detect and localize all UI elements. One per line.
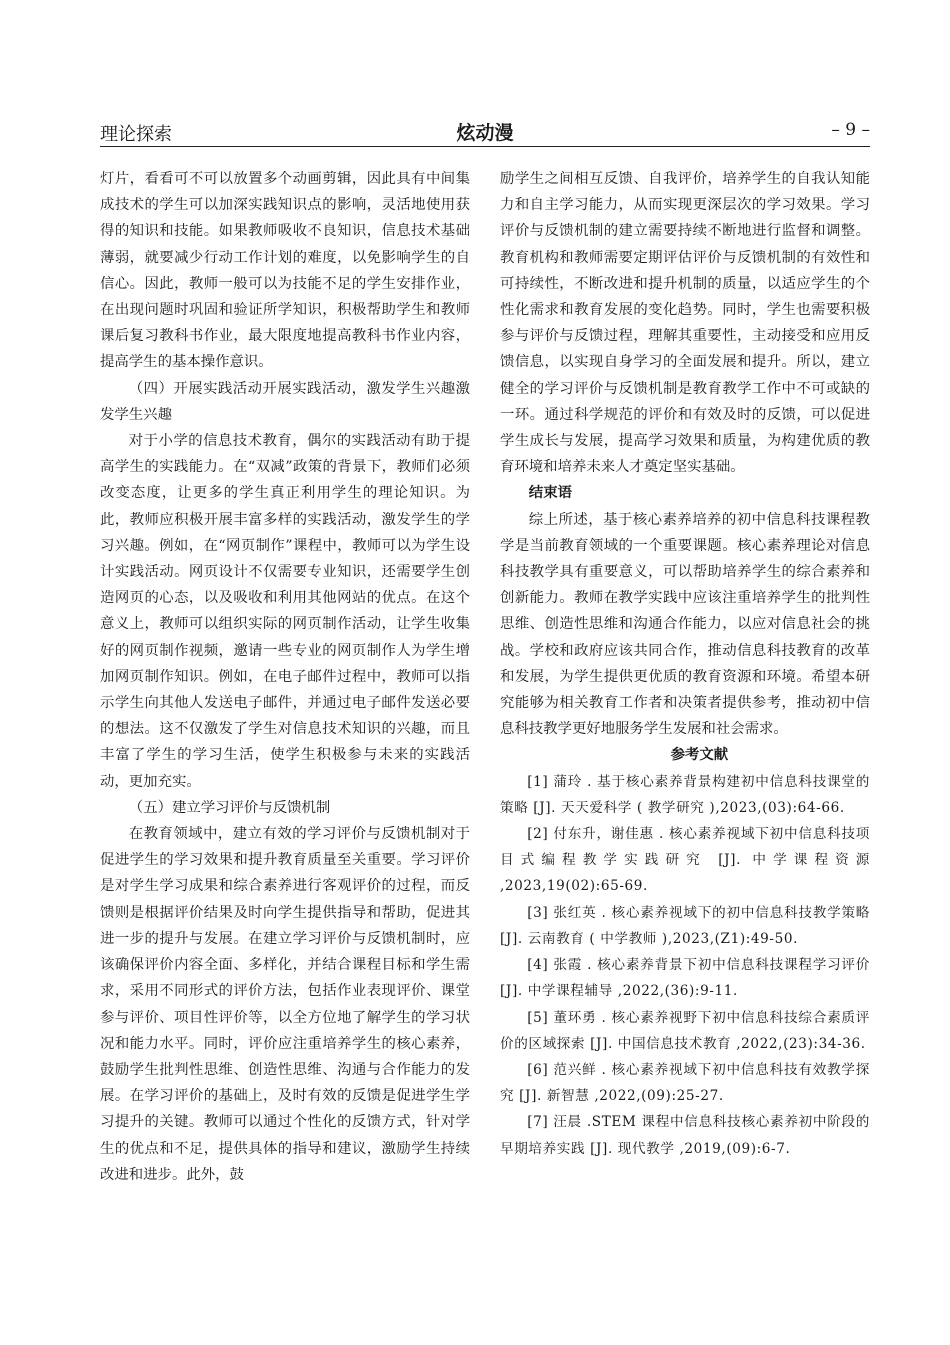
conclusion-paragraph: 综上所述，基于核心素养培养的初中信息科技课程教学是当前教育领域的一个重要课题。核心素养理论对信息科技教学具有重要意义，可以帮助培养学生的综合素养和创新能力。教师在教学实践中应该注重培养学生的批判性思维、创造性思维和沟通合作能力，以应对信息社会的挑战。学校和政府应该共同合作，推动信息科技教育的改革和发展，为学生提供更优质的教育资源和环境。希望本研究能够为相关教育工作者和决策者提供参考，推动初中信息科技教学更好地服务学生发展和社会需求。	[500, 511, 870, 738]
reference-item: [4] 张霞 . 核心素养背景下初中信息科技课程学习评价 [J]. 中学课程辅导 ,2022,(36):9-11.	[500, 957, 870, 1000]
paragraph: 对于小学的信息技术教育，偶尔的实践活动有助于提高学生的实践能力。在“双减”政策的背景下，教师们必须改变态度，让更多的学生真正利用学生的理论知识。为此，教师应积极开展丰富多样的实践活动，激发学生的学习兴趣。例如，在“网页制作”课程中，教师可以为学生设计实践活动。网页设计不仅需要专业知识，还需要学生创造网页的心态，以及吸收和利用其他网站的优点。在这个意义上，教师可以组织实际的网页制作活动，让学生收集好的网页制作视频，邀请一些专业的网页制作人为学生增加网页制作知识。例如，在电子邮件过程中，教师可以指示学生向其他人发送电子邮件，并通过电子邮件发送必要的想法。这不仅激发了学生对信息技术知识的兴趣，而且丰富了学生的学习生活，使学生积极参与未来的实践活动，更加充实。	[100, 433, 470, 790]
reference-item: [7] 汪晨 .STEM 课程中信息科技核心素养初中阶段的早期培养实践 [J]. 现代教学 ,2019,(09):6-7.	[500, 1114, 870, 1157]
section-heading-4: （四）开展实践活动开展实践活动，激发学生兴趣激发学生兴趣	[100, 380, 470, 423]
paragraph-continued: 灯片，看看可不可以放置多个动画剪辑，因此具有中间集成技术的学生可以加深实践知识点的影响，灵活地使用获得的知识和技能。如果教师吸收不良知识，信息技术基础薄弱，就要减少行动工作计划的难度，以免影响学生的自信心。因此，教师一般可以为技能不足的学生安排作业，在出现问题时巩固和验证所学知识，积极帮助学生和教师课后复习教科书作业，最大限度地提高教科书作业内容，提高学生的基本操作意识。	[100, 171, 470, 371]
header-rule	[100, 146, 870, 147]
journal-title: 炫动漫	[456, 122, 514, 144]
references-heading: 参考文献	[670, 746, 729, 764]
right-column	[500, 166, 870, 1162]
paragraph-continued: 励学生之间相互反馈、自我评价，培养学生的自我认知能力和自主学习能力，从而实现更深层次的学习效果。学习评价与反馈机制的建立需要持续不断地进行监督和调整。教育机构和教师需要定期评估评价与反馈机制的有效性和可持续性，不断改进和提升机制的质量，以适应学生的个性化需求和教育发展的变化趋势。同时，学生也需要积极参与评价与反馈过程，理解其重要性，主动接受和应用反馈信息，以实现自身学习的全面发展和提升。所以，建立健全的学习评价与反馈机制是教育教学工作中不可或缺的一环。通过科学规范的评价和有效及时的反馈，可以促进学生成长与发展，提高学习效果和质量，为构建优质的教育环境和培养未来人才奠定坚实基础。	[500, 171, 870, 476]
reference-item: [2] 付东升，谢佳惠 . 核心素养视域下初中信息科技项目式编程教学实践研究 [J]. 中学课程资源 ,2023,19(02):65-69.	[500, 826, 870, 895]
page-number: – 9 –	[831, 120, 870, 140]
reference-item: [1] 蒲玲 . 基于核心素养背景构建初中信息科技课堂的策略 [J]. 天天爱科学 ( 教学研究 ),2023,(03):64-66.	[500, 773, 870, 816]
paragraph: 在教育领域中，建立有效的学习评价与反馈机制对于促进学生的学习效果和提升教育质量至关重要。学习评价是对学生学习成果和综合素养进行客观评价的过程，而反馈则是根据评价结果及时向学生提供指导和帮助，促进其进一步的提升与发展。在建立学习评价与反馈机制时，应该确保评价内容全面、多样化，并结合课程目标和学生需求，采用不同形式的评价方法，包括作业表现评价、课堂参与评价、项目性评价等，以全方位地了解学生的学习状况和能力水平。同时，评价应注重培养学生的核心素养，鼓励学生批判性思维、创造性思维、沟通与合作能力的发展。在学习评价的基础上，及时有效的反馈是促进学生学习提升的关键。教师可以通过个性化的反馈方式，针对学生的优点和不足，提供具体的指导和建议，激励学生持续改进和进步。此外，鼓	[100, 826, 470, 1183]
conclusion-heading: 结束语	[528, 484, 572, 502]
left-column	[100, 166, 470, 1188]
section-heading-5: （五）建立学习评价与反馈机制	[128, 799, 331, 816]
reference-item: [6] 范兴鲜 . 核心素养视域下初中信息科技有效教学探究 [J]. 新智慧 ,2022,(09):25-27.	[500, 1061, 870, 1105]
reference-item: [5] 董环勇 . 核心素养视野下初中信息科技综合素质评价的区域探索 [J]. 中国信息技术教育 ,2022,(23):34-36.	[500, 1009, 870, 1052]
section-label: 理论探索	[100, 124, 172, 145]
reference-item: [3] 张红英 . 核心素养视域下的初中信息科技教学策略 [J]. 云南教育 ( 中学教师 ),2023,(Z1):49-50.	[500, 904, 870, 947]
page-header	[100, 116, 870, 150]
